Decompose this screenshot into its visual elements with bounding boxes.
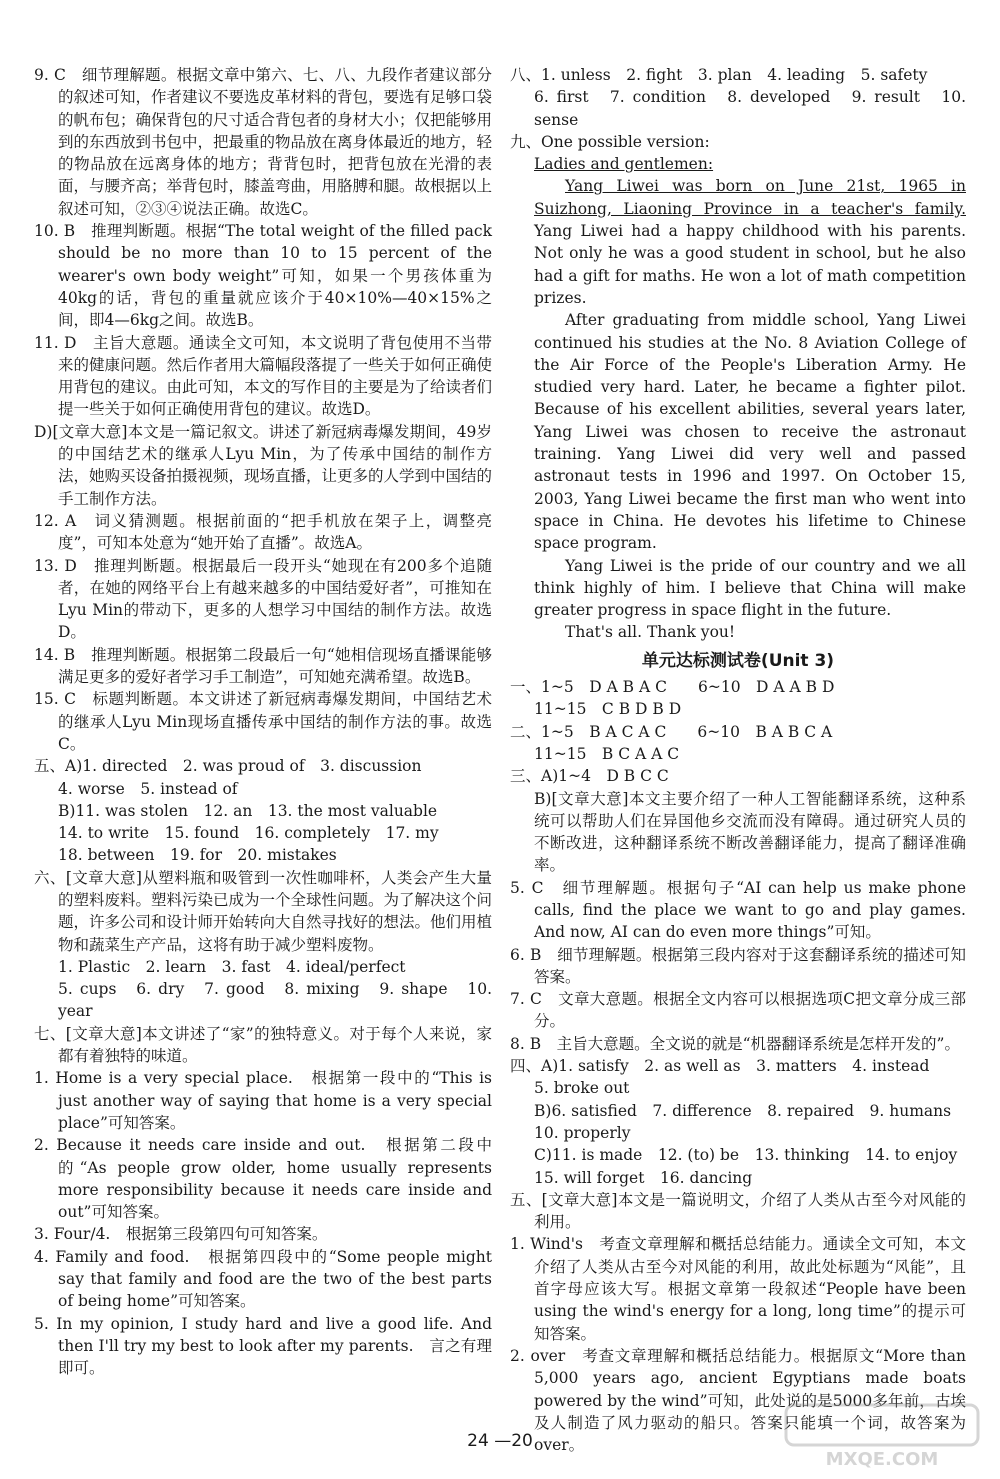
answer-paragraph-21: 5. In my opinion, I study hard and live a good life. And then I'll try my best to look after my parents. 言之有理即可。	[34, 1314, 492, 1378]
unit-answer-2: 二、1~5 B A C A C 6~10 B A B C A	[510, 722, 833, 741]
answer-paragraph-9: 4. worse 5. instead of	[58, 779, 238, 798]
unit-answer-15: 15. will forget 16. dancing	[534, 1168, 753, 1187]
unit-answer-11: 5. broke out	[534, 1079, 630, 1098]
unit-answer-4: 三、A)1~4 D B C C	[510, 767, 669, 786]
answer-line-1: 6. first 7. condition 8. developed 9. result 10. sense	[534, 88, 966, 129]
unit-answer-9: 8. B 主旨大意题。全文说的就是“机器翻译系统是怎样开发的”。	[510, 1034, 960, 1053]
unit-answer-0: 一、1~5 D A B A C 6~10 D A A B D	[510, 678, 835, 697]
answer-paragraph-19: 3. Four/4. 根据第三段第四句可知答案。	[34, 1225, 328, 1244]
essay-underlined-sentence: Yang Liwei was born on June 21st, 1965 in Suizhong, Liaoning Province in a teacher's family.	[534, 177, 966, 218]
unit-answer-3: 11~15 B C A A C	[534, 744, 680, 763]
answer-paragraph-13: 六、[文章大意]从塑料瓶和吸管到一次性咖啡杯，人类会产生大量的塑料废料。塑料污染已成为一个全球性问题。为了解决这个问题，许多公司和设计师开始转向大自然寻找好的想法。他们用植物和蔬菜生产产品，这将有助于减少塑料废物。	[34, 868, 493, 954]
page-number: 24 —20	[467, 1431, 533, 1451]
answer-paragraph-0: 9. C 细节理解题。根据文章中第六、七、八、九段作者建议部分的叙述可知，作者建议不要选皮革材料的背包，要选有足够口袋的帆布包；确保背包的尺寸适合背包者的身材大小；仅把能够用到的东西放到书包中，把最重的物品放在离身体最近的地方，轻的物品放在远离身体的地方；背背包时，把背包放在光滑的表面，与腰齐高；举背包时，膝盖弯曲，用胳膊和腿。故根据以上叙述可知，②③④说法正确。故选C。	[34, 66, 493, 218]
unit-answer-18: 2. over 考查文章理解和概括总结能力。根据原文“More than 5,000 years ago, ancient Egyptians made boats powered by the wind”可知，此处说的是5000多年前，古埃及人制造了风力驱动的船只。答案只能填一个词，故答案为over。	[510, 1346, 966, 1455]
unit-answer-1: 11~15 C B D B D	[534, 700, 682, 719]
watermark-logo	[782, 1401, 982, 1471]
essay-paragraph-1	[534, 175, 966, 309]
unit-answer-17: 1. Wind's 考查文章理解和概括总结能力。通读全文可知，本文介绍了人类从古至今对风能的利用，故此处标题为“风能”，且首字母应该大写。根据文章第一段叙述“People have been using the wind's energy for a long, long time”的提示可知答案。	[510, 1235, 966, 1343]
unit-answer-16: 五、[文章大意]本文是一篇说明文，介绍了人类从古至今对风能的利用。	[510, 1190, 966, 1232]
answer-paragraph-14: 1. Plastic 2. learn 3. fast 4. ideal/perfect	[58, 957, 406, 976]
answers-eight-nine	[510, 64, 966, 153]
essay-paragraph-1-rest: Yang Liwei had a happy childhood with his parents. Not only he was a good student in school, but he also had a gift for maths. He won a lot of math competition prizes.	[534, 222, 966, 307]
unit-3-answers	[510, 676, 966, 1456]
unit-answer-10: 四、A)1. satisfy 2. as well as 3. matters 4. instead	[510, 1057, 930, 1076]
essay-paragraph-2: After graduating from middle school, Yang Liwei continued his studies at the No. 8 Aviation College of the Air Force of the People's Liberation Army. He studied very hard. Later, he became a fighter pilot. Because of his excellent abilities, several years later, Yang Liwei was chosen to receive the astronaut training. Yang Liwei did very well and passed astronaut tests in 1996 and 1997. On October 15, 2003, Yang Liwei became the first man who went into space in China. He devotes his lifetime to Chinese space program.	[534, 311, 966, 553]
essay-paragraph-3: Yang Liwei is the pride of our country and we all think highly of him. I believe that China will make greater progress in space flight in the future.	[534, 556, 966, 620]
unit-answer-12: B)6. satisfied 7. difference 8. repaired 9. humans	[534, 1101, 952, 1120]
answer-paragraph-18: 2. Because it needs care inside and out. 根据第二段中的“As people grow older, home usually represents more responsibility because it needs care inside and out”可知答案。	[34, 1136, 492, 1222]
right-column	[510, 64, 966, 1456]
answer-paragraph-3: D)[文章大意]本文是一篇记叙文。讲述了新冠病毒爆发期间，49岁的中国结艺术的继承人Lyu Min，为了传承中国结的制作方法，她购买设备拍摄视频，现场直播，让更多的人学到中国结的手工制作方法。	[34, 422, 493, 508]
answer-paragraph-16: 七、[文章大意]本文讲述了“家”的独特意义。对于每个人来说，家都有着独特的味道。	[34, 1024, 492, 1066]
answer-paragraph-10: B)11. was stolen 12. an 13. the most valuable	[58, 801, 438, 820]
watermark-text: MXQE.COM	[825, 1449, 939, 1470]
essay-paragraph-4: That's all. Thank you!	[565, 623, 736, 642]
answer-paragraph-11: 14. to write 15. found 16. completely 17. my	[58, 824, 439, 843]
unit-test-title: 单元达标测试卷(Unit 3)	[641, 650, 835, 671]
unit-answer-8: 7. C 文章大意题。根据全文内容可以根据选项C把文章分成三部分。	[510, 990, 966, 1031]
unit-answer-5: B)[文章大意]本文主要介绍了一种人工智能翻译系统，这种系统可以帮助人们在异国他乡交流而没有障碍。通过研究人员的不断改进，这种翻译系统不断改善翻译能力，提高了翻译准确率。	[534, 789, 966, 875]
answer-paragraph-8: 五、A)1. directed 2. was proud of 3. discussion	[34, 757, 422, 776]
answer-paragraph-7: 15. C 标题判断题。本文讲述了新冠病毒爆发期间，中国结艺术的继承人Lyu Min现场直播传承中国结的制作方法的事。故选C。	[34, 690, 492, 753]
answer-paragraph-4: 12. A 词义猜测题。根据前面的“把手机放在架子上，调整亮度”，可知本处意为“她开始了直播”。故选A。	[34, 511, 492, 553]
left-column	[34, 64, 492, 1380]
answer-paragraph-6: 14. B 推理判断题。根据第二段最后一句“她相信现场直播课能够满足更多的爱好者学习手工制造”，可知她充满希望。故选B。	[34, 645, 492, 687]
answer-paragraph-1: 10. B 推理判断题。根据“The total weight of the filled pack should be no more than 10 to 15 percent of the wearer's own body weight”可知，如果一个男孩体重为40kg的话，背包的重量就应该介于40×10%—40×15%之间，即4—6kg之间。故选B。	[34, 222, 492, 330]
unit-answer-13: 10. properly	[534, 1123, 631, 1142]
answer-paragraph-12: 18. between 19. for 20. mistakes	[58, 846, 337, 865]
unit-answer-14: C)11. is made 12. (to) be 13. thinking 14. to enjoy	[534, 1146, 958, 1165]
essay-greeting: Ladies and gentlemen:	[534, 155, 714, 174]
answer-paragraph-2: 11. D 主旨大意题。通读全文可知，本文说明了背包使用不当带来的健康问题。然后作者用大篇幅段落提了一些关于如何正确使用背包的建议。由此可知，本文的写作目的主要是为了给读者们提一些关于如何正确使用背包的建议。故选D。	[34, 333, 493, 419]
answer-paragraph-15: 5. cups 6. dry 7. good 8. mixing 9. shape 10. year	[58, 980, 492, 1021]
answer-line-0: 八、1. unless 2. fight 3. plan 4. leading 5. safety	[510, 66, 928, 84]
answer-paragraph-17: 1. Home is a very special place. 根据第一段中的“This is just another way of saying that home is a very special place”可知答案。	[34, 1069, 492, 1132]
answer-paragraph-5: 13. D 推理判断题。根据最后一段开头“她现在有200多个追随者，在她的网络平台上有越来越多的中国结爱好者”，可推知在Lyu Min的带动下，更多的人想学习中国结的制作方法。故选D。	[34, 556, 492, 642]
answer-line-2: 九、One possible version:	[510, 132, 710, 151]
essay	[510, 153, 966, 644]
unit-answer-6: 5. C 细节理解题。根据句子“AI can help us make phone calls, find the place we want to go and play games. And now, AI can do even more things”可知。	[510, 878, 966, 942]
unit-answer-7: 6. B 细节理解题。根据第三段内容对于这套翻译系统的描述可知答案。	[510, 945, 966, 986]
answer-paragraph-20: 4. Family and food. 根据第四段中的“Some people might say that family and food are the two of the best parts of being home”可知答案。	[34, 1247, 492, 1311]
